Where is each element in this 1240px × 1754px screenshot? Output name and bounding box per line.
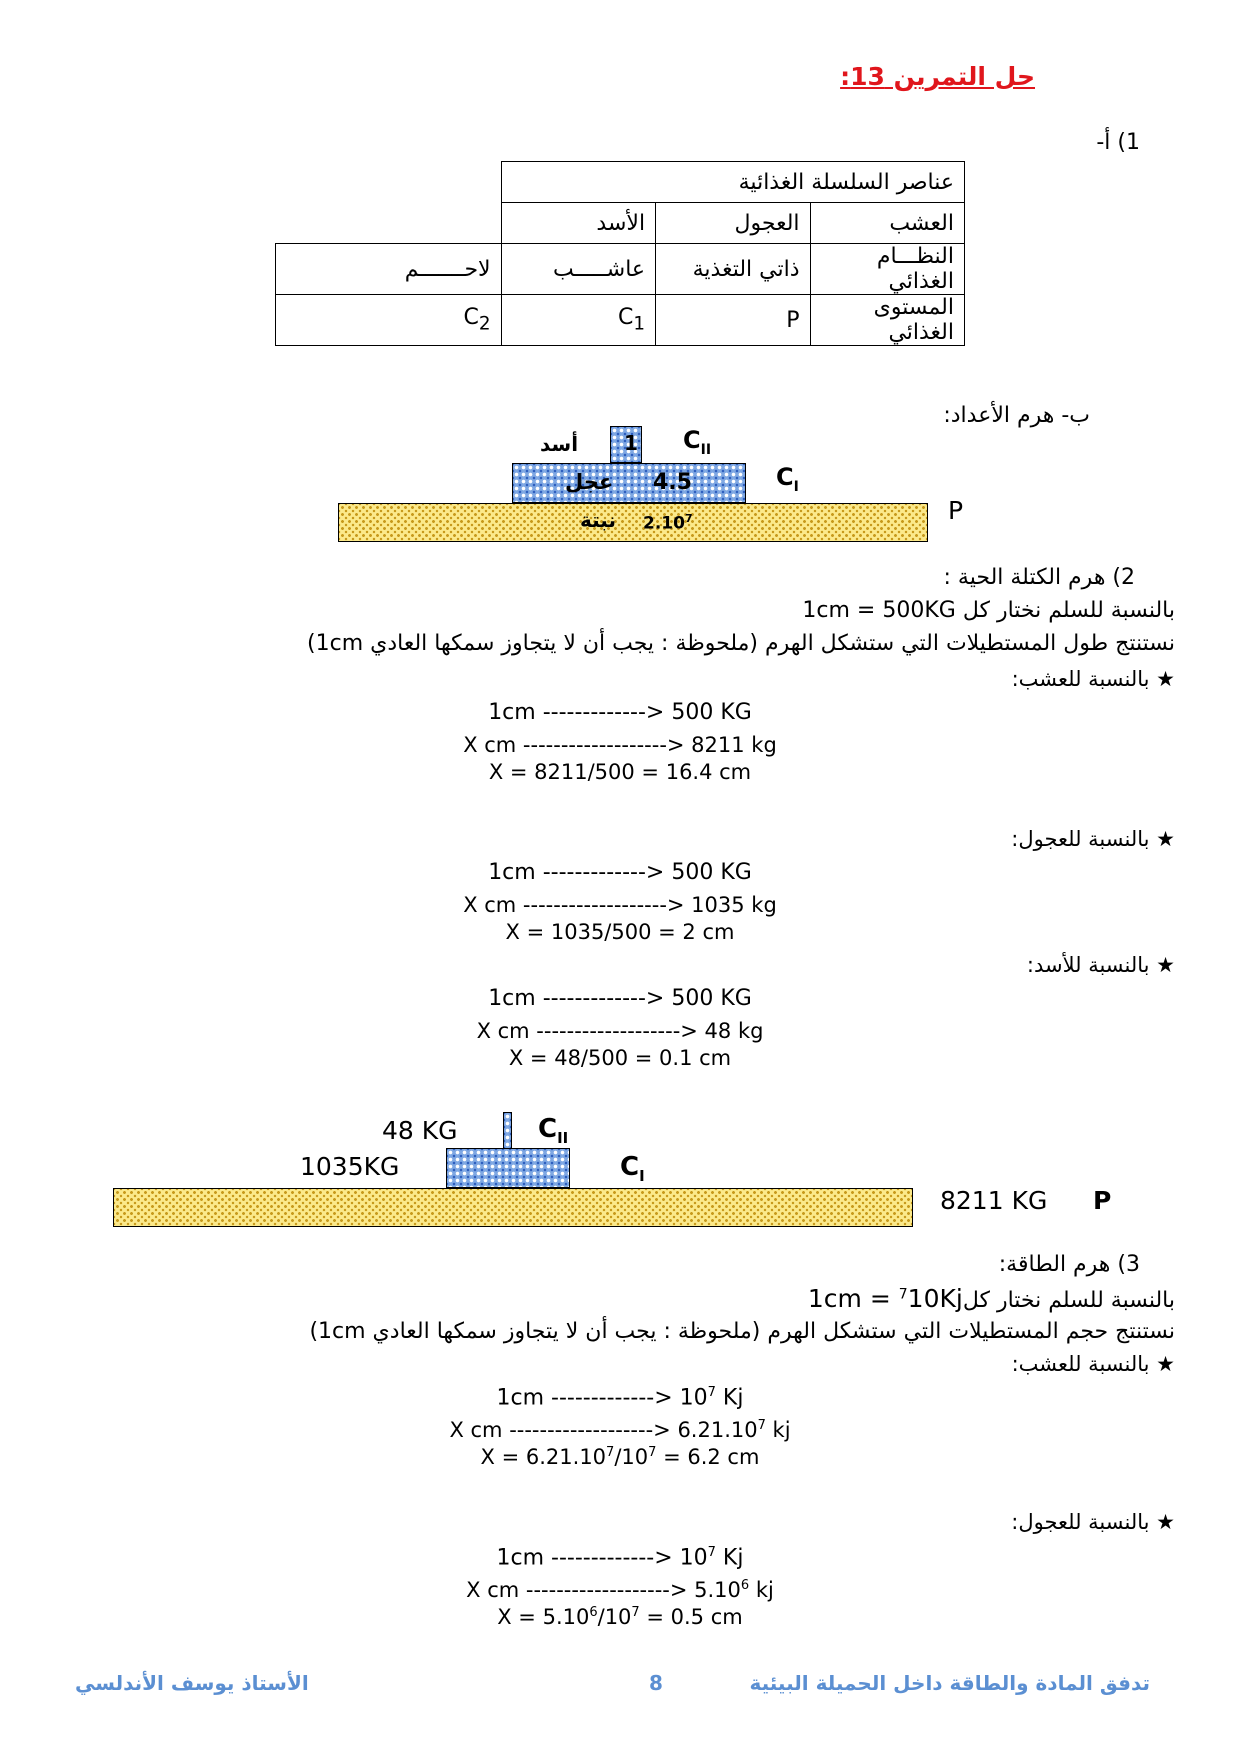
q2-scale: بالنسبة للسلم نختار كل 1cm = 500KG [802,598,1175,623]
lion-calc-1: 1cm -------------> 500 KG [488,986,752,1011]
grass-calc-1: 1cm -------------> 500 KG [488,700,752,725]
mass-c1-label: $C_I$ [620,1152,645,1186]
energy-calves-calc-1: 1cm -------------> $10^7$ Kj [496,1545,744,1571]
organism-grass: العشب [810,203,964,244]
plant-bar [338,503,928,542]
grass-calc-3: X = 8211/500 = 16.4 cm [488,760,752,784]
energy-calves-calc-2: X cm -------------------> $5.10^6$ kj [466,1578,774,1602]
q2-heading: 2) هرم الكتلة الحية : [943,565,1135,590]
mass-p-label: P [1093,1186,1112,1215]
level-lion: $C_2$ [276,295,502,346]
calves-mass-label: 1035KG [300,1152,400,1181]
plant-name: نبتة [580,508,616,532]
organism-calves: العجول [656,203,810,244]
grass-calc-2: X cm -------------------> 8211 kg [463,733,777,757]
grass-bar [113,1188,913,1227]
lion-calc-2: X cm -------------------> 48 kg [476,1019,764,1043]
regime-lion: لاحـــــــم [276,244,502,295]
p-label: P [948,496,964,525]
footer-author: الأستاذ يوسف الأندلسي [75,1671,309,1695]
q3-deduce: نستنتج حجم المستطيلات التي ستشكل الهرم (ملحوظة : يجب أن لا يتجاوز سمكها العادي 1cm) [309,1319,1175,1344]
calves-calc-1: 1cm -------------> 500 KG [488,860,752,885]
q3-grass-label: ★ بالنسبة للعشب: [1011,1352,1175,1376]
q2-deduce: نستنتج طول المستطيلات التي ستشكل الهرم (ملحوظة : يجب أن لا يتجاوز سمكها العادي 1cm) [307,631,1175,656]
energy-grass-calc-1: 1cm -------------> $10^7$ Kj [496,1385,744,1411]
calf-name: عجل [565,470,614,494]
organism-lion: الأسد [501,203,655,244]
plant-value: 2.10$^7$ [643,512,693,534]
calves-bar [446,1148,570,1188]
lion-calc-3: X = 48/500 = 0.1 cm [508,1046,732,1070]
q2-calves-label: ★ بالنسبة للعجول: [1011,827,1175,851]
q1a-label: 1) أ- [1096,130,1140,155]
page-number: 8 [649,1671,663,1695]
regime-grass: ذاتي التغذية [656,244,810,295]
c1-label: $C_I$ [776,463,799,495]
row-regime-label: النظـــام الغذائي [810,244,964,295]
lion-mass-label: 48 KG [382,1116,458,1145]
lion-name: أسد [540,432,579,456]
footer-course-title: تدفق المادة والطاقة داخل الحميلة البيئية [749,1671,1150,1695]
energy-grass-calc-3: $X = 6.21.10^7/10^7 = 6.2$ cm [480,1445,760,1469]
mass-c2-label: $C_{II}$ [538,1114,569,1148]
q3-scale: 1cm = $^7$10Kjبالنسبة للسلم نختار كل [807,1284,1175,1313]
energy-grass-calc-2: X cm -------------------> $6.21.10^7$ kj [449,1418,791,1442]
regime-calves: عاشـــــب [501,244,655,295]
table-header: عناصر السلسلة الغذائية [501,162,964,203]
lion-mass-bar [503,1112,512,1149]
row-level-label: المستوى الغذائي [810,295,964,346]
lion-value: 1 [624,431,638,455]
calves-calc-3: X = 1035/500 = 2 cm [505,920,735,944]
calf-value: 4.5 [653,470,692,495]
exercise-title: حل التمرين 13: [840,62,1035,91]
calves-calc-2: X cm -------------------> 1035 kg [463,893,777,917]
q2-lion-label: ★ بالنسبة للأسد: [1026,953,1175,977]
q3-heading: 3) هرم الطاقة: [998,1252,1140,1277]
level-calves: $C_1$ [501,295,655,346]
grass-mass-label: 8211 KG [940,1186,1048,1215]
energy-calves-calc-3: $X = 5.10^6/10^7 = 0.5$ cm [497,1605,743,1629]
level-grass: P [656,295,810,346]
c2-label: $C_{II}$ [683,426,712,458]
food-chain-table [275,161,965,346]
q3-calves-label: ★ بالنسبة للعجول: [1011,1510,1175,1534]
calf-bar [512,463,746,503]
q1b-label: ب- هرم الأعداد: [943,403,1090,428]
q2-grass-label: ★ بالنسبة للعشب: [1011,667,1175,691]
